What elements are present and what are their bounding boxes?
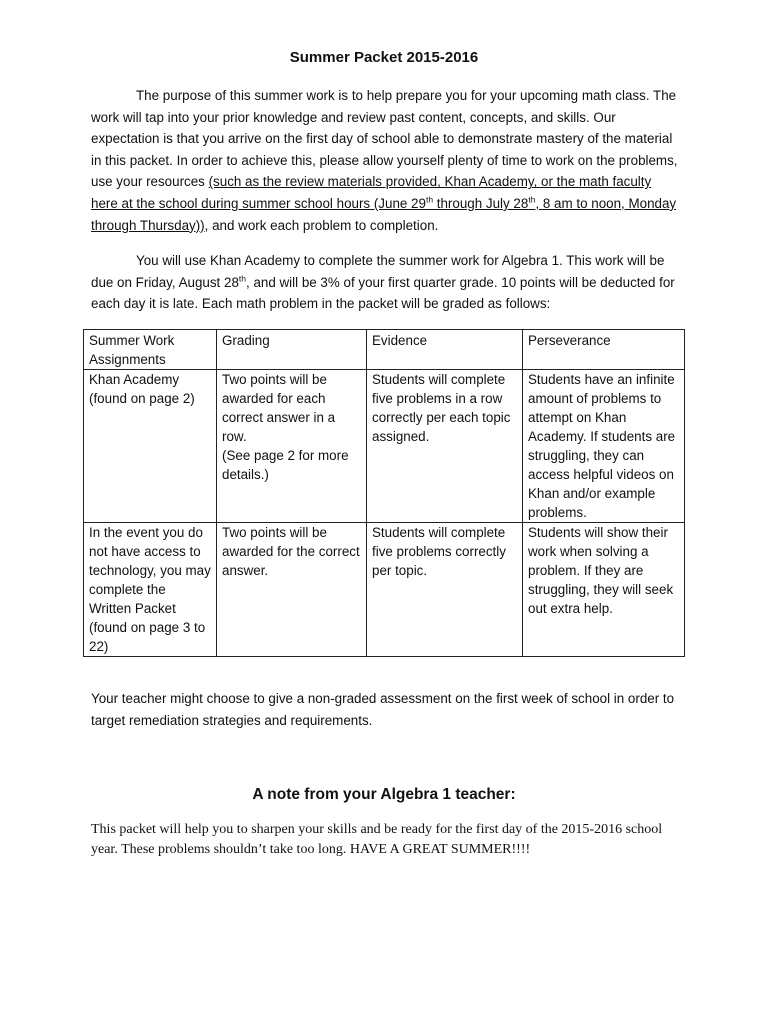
table-header-row <box>84 330 685 370</box>
header-grading: Grading <box>217 330 367 370</box>
grading-table <box>83 329 685 657</box>
cell-evidence: Students will complete five problems correctly per topic. <box>367 523 523 657</box>
superscript-th-1: th <box>425 194 434 205</box>
table-row <box>84 523 685 657</box>
purpose-text <box>91 85 681 236</box>
header-perseverance: Perseverance <box>523 330 685 370</box>
purpose-text-end: , and work each problem to completion. <box>204 217 439 233</box>
note-title: A note from your Algebra 1 teacher: <box>252 786 516 803</box>
cell-evidence: Students will complete five problems in a row correctly per each topic assigned. <box>367 370 523 523</box>
khan-text <box>91 250 681 315</box>
cell-grading: Two points will be awarded for the correct answer. <box>217 523 367 657</box>
khan-paragraph <box>91 250 681 315</box>
table-row <box>84 370 685 523</box>
resources-part-3: , 8 am to noon, Monday through Thursday)) <box>91 195 677 233</box>
assessment-text: Your teacher might choose to give a non-graded assessment on the first week of school in order to target remediation strategies and requirements. <box>91 691 675 728</box>
header-assignments: Summer Work Assignments <box>84 330 217 370</box>
page-title: Summer Packet 2015-2016 <box>289 49 479 66</box>
superscript-th-2: th <box>528 194 536 205</box>
teacher-note: This packet will help you to sharpen your skills and be ready for the first day of the 2015-2016 school year. These problems shouldn’t take too long. HAVE A GREAT SUMMER!!!! <box>91 822 663 857</box>
cell-assignment: Khan Academy (found on page 2) <box>84 370 217 523</box>
superscript-th-3: th <box>238 273 246 284</box>
header-evidence: Evidence <box>367 330 523 370</box>
cell-perseverance: Students will show their work when solving a problem. If they are struggling, they will seek out extra help. <box>523 523 685 657</box>
grading-note: (See page 2 for more details.) <box>222 448 349 482</box>
khan-text-end: , and will be 3% of your first quarter grade. 10 points will be deducted for each day it is late. Each math problem in the packet will be graded as follows: <box>91 274 675 312</box>
assessment-paragraph <box>91 688 681 731</box>
cell-assignment: In the event you do not have access to technology, you may complete the Written Packet (found on page 3 to 22) <box>84 523 217 657</box>
purpose-text-start: The purpose of this summer work is to help prepare you for your upcoming math class. The work will tap into your prior knowledge and review past content, concepts, and skills. Our expectation is that you arrive on the first day of school able to demonstrate mastery of the material in this packet. In order to achieve this, please allow yourself plenty of time to work on the problems, use your resources <box>91 88 678 190</box>
resources-part-2: through July 28 <box>433 195 529 211</box>
khan-text-start: You will use Khan Academy to complete the summer work for Algebra 1. This work will be due on Friday, August 28 <box>91 253 665 290</box>
cell-perseverance: Students have an infinite amount of problems to attempt on Khan Academy. If students are struggling, they can access helpful videos on Khan and/or example problems. <box>523 370 685 523</box>
cell-grading <box>217 370 367 523</box>
resources-part-1: (such as the review materials provided, Khan Academy, or the math faculty here at the school during summer school hours (June 29 <box>91 174 652 211</box>
purpose-paragraph <box>91 85 681 236</box>
grading-main: Two points will be awarded for each correct answer in a row. <box>222 372 336 444</box>
